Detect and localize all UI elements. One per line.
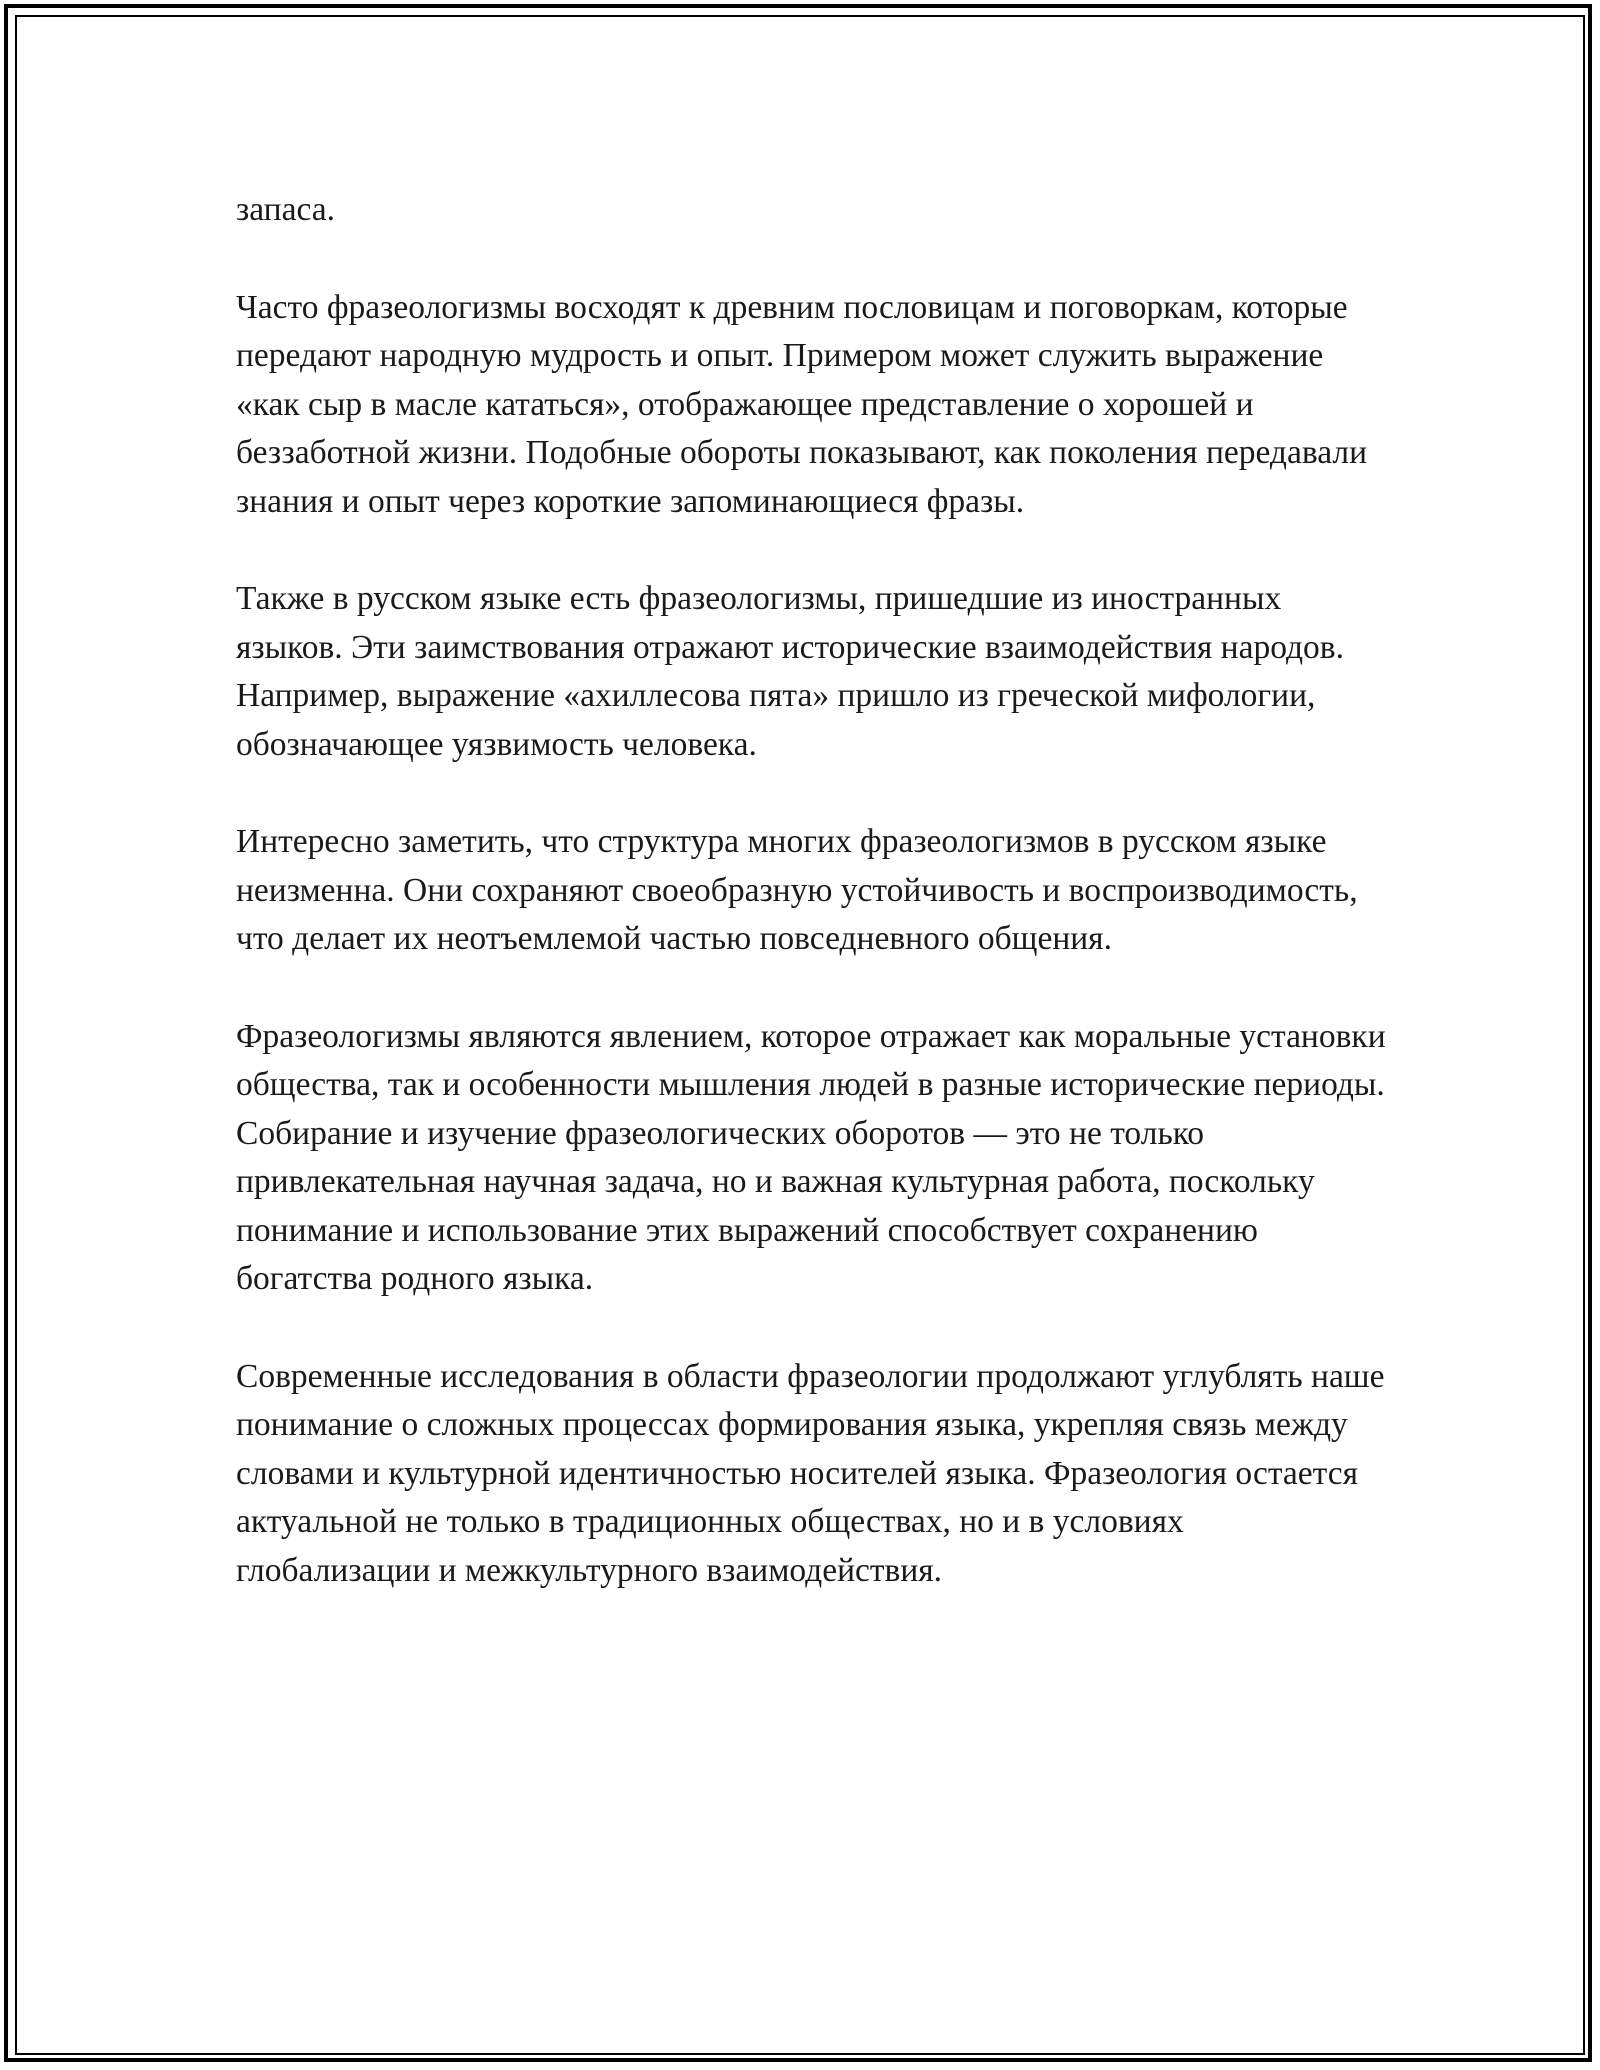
paragraph-structure: Интересно заметить, что структура многих фразеологизмов в русском языке неизменна. Они сохраняют своеобразную устойчивость и воспроизводимость, что делает их неотъемлемой частью повседневного общения. <box>236 823 1358 957</box>
document-body <box>236 186 1386 1644</box>
paragraph-research: Современные исследования в области фразеологии продолжают углублять наше понимание о сложных процессах формирования языка, укрепляя связь между словами и культурной идентичностью носителей языка. Фразеология остается актуальной не только в традиционных обществах, но и в условиях глобализации и межкультурного взаимодействия. <box>236 1357 1385 1589</box>
paragraph-borrowings: Также в русском языке есть фразеологизмы, пришедшие из иностранных языков. Эти заимствования отражают исторические взаимодействия народов. Например, выражение «ахиллесова пята» пришло из греческой мифологии, обозначающее уязвимость человека. <box>236 580 1344 763</box>
paragraph-proverbs: Часто фразеологизмы восходят к древним пословицам и поговоркам, которые передают народную мудрость и опыт. Примером может служить выражение «как сыр в масле кататься», отображающее представление о хорошей и беззаботной жизни. Подобные обороты показывают, как поколения передавали знания и опыт через короткие запоминающиеся фразы. <box>236 288 1368 520</box>
paragraph-culture: Фразеологизмы являются явлением, которое отражает как моральные установки общества, так и особенности мышления людей в разные исторические периоды. Собирание и изучение фразеологических оборотов — это не только привлекательная научная задача, но и важная культурная работа, поскольку понимание и использование этих выражений способствует сохранению богатства родного языка. <box>236 1017 1386 1297</box>
paragraph-continuation: запаса. <box>236 191 335 228</box>
